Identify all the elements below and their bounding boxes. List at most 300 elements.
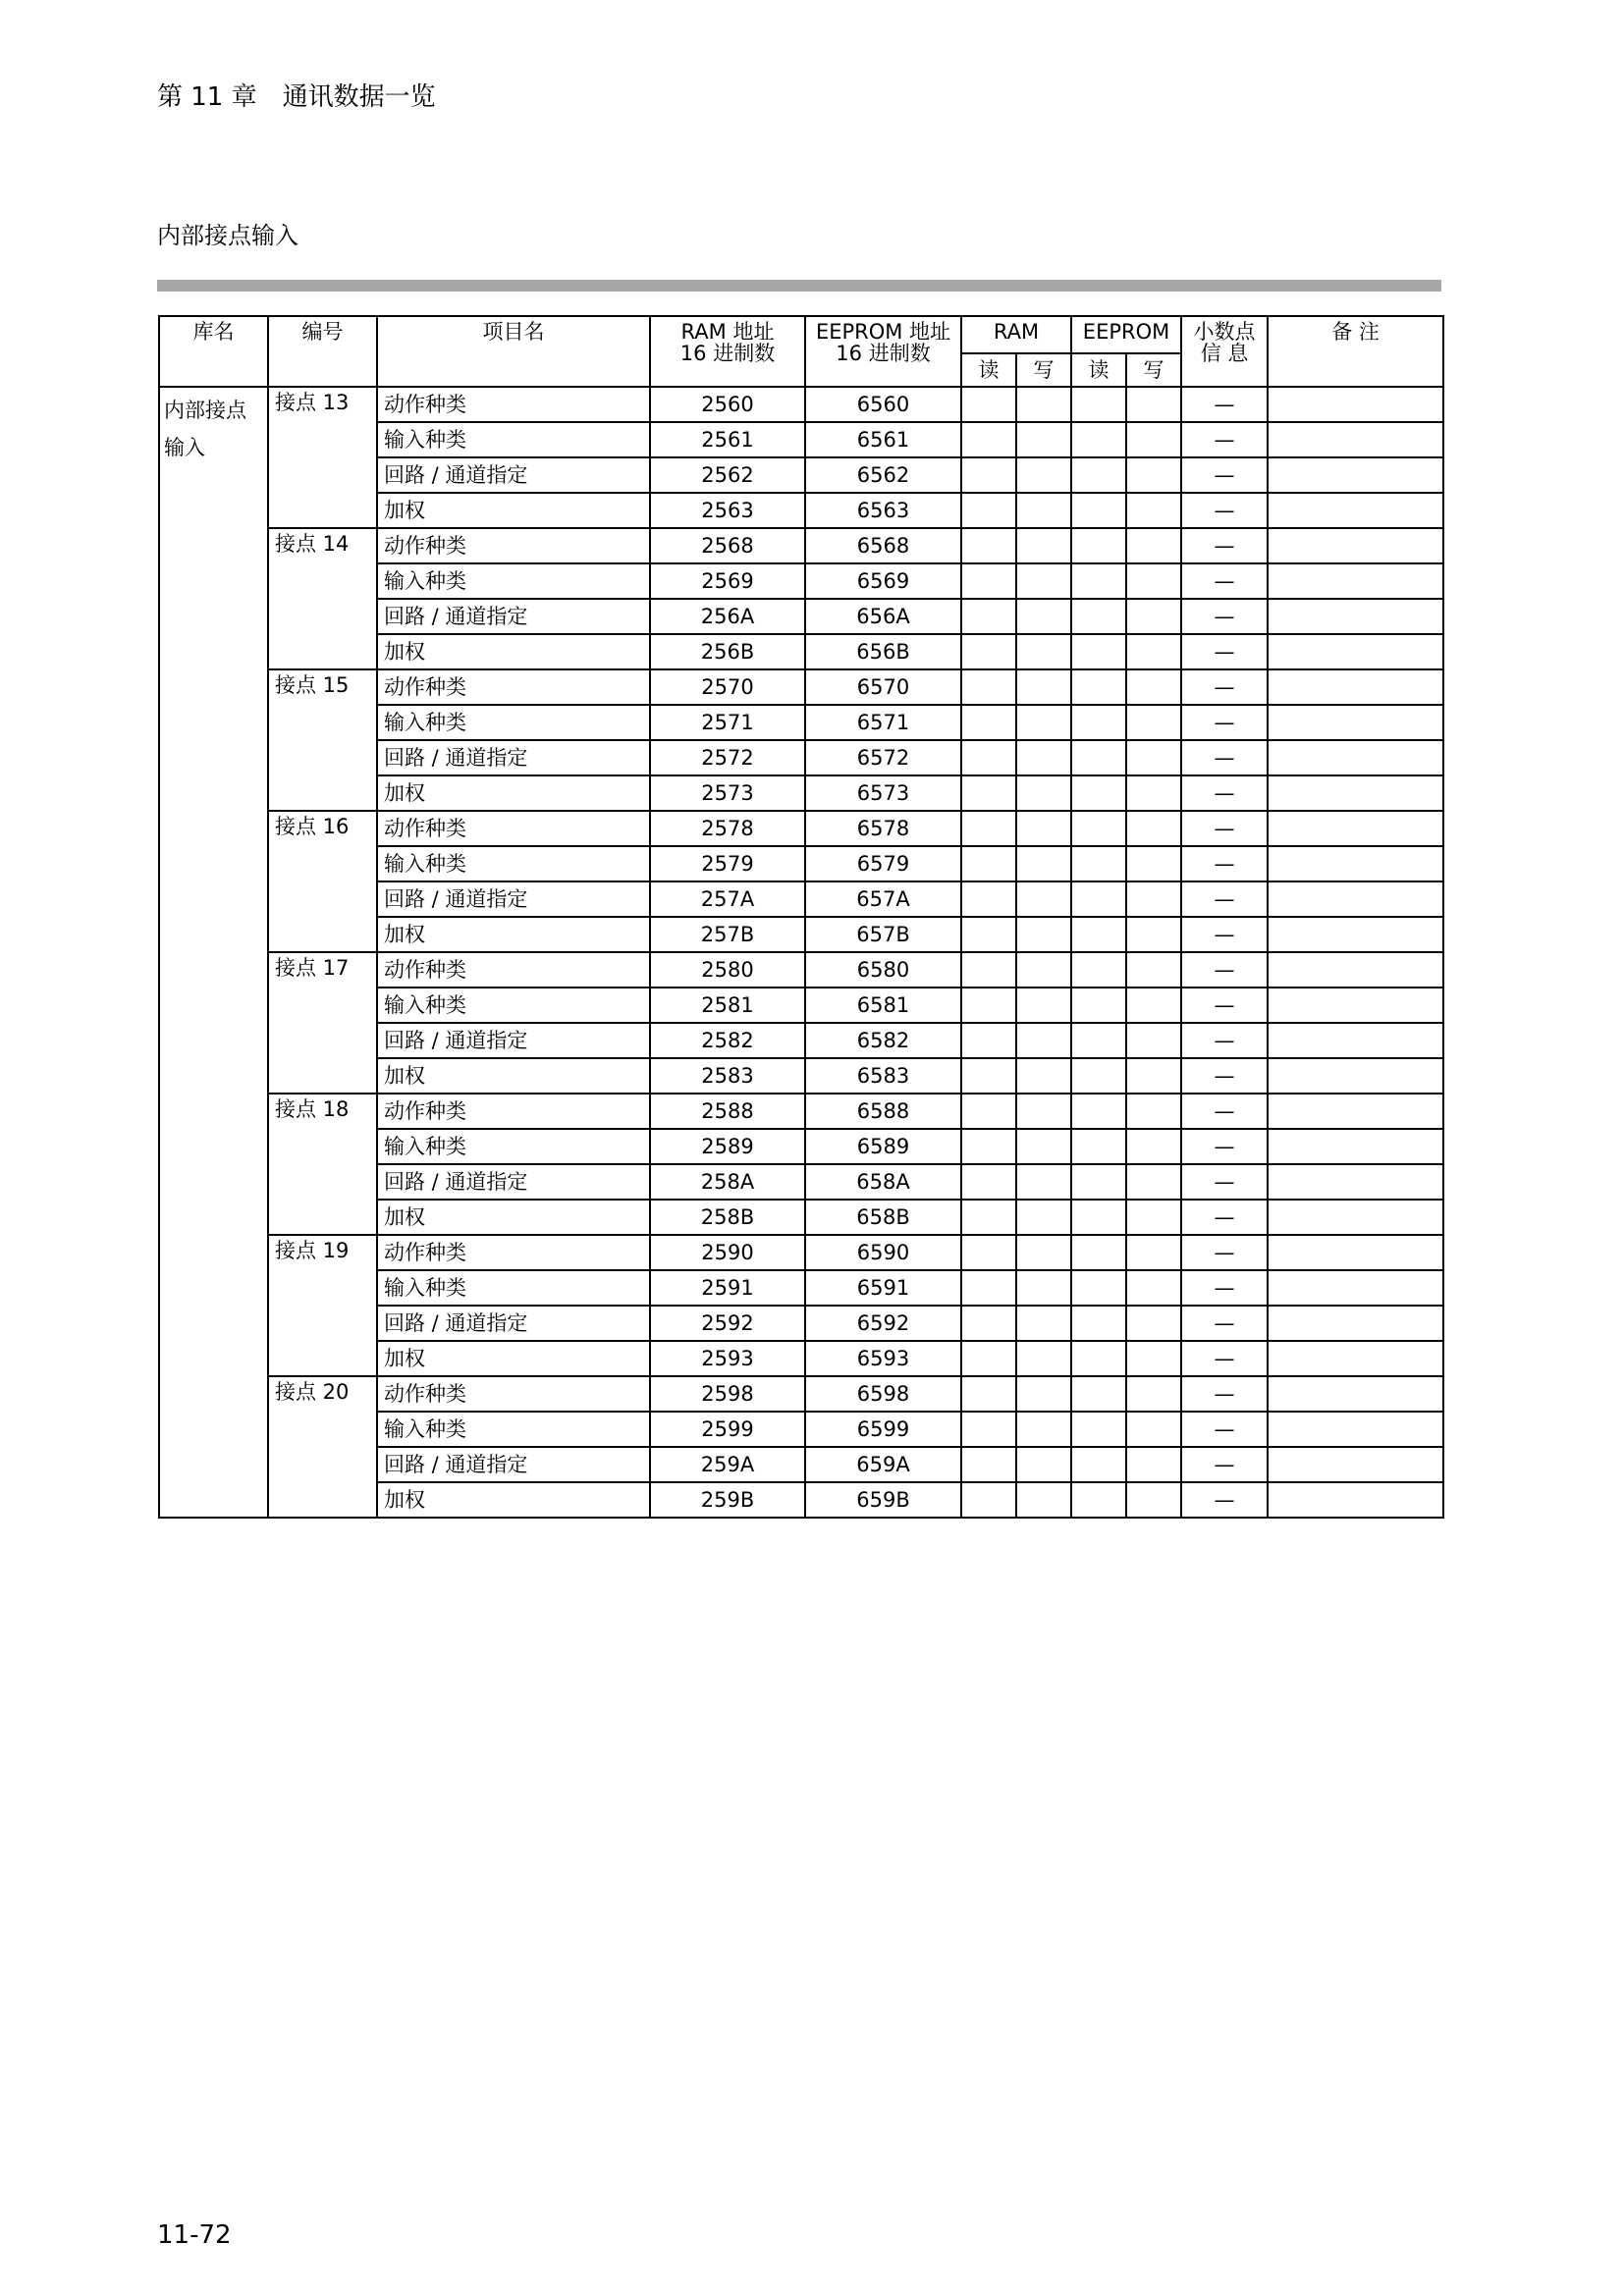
item-name-cell: 动作种类 — [377, 669, 650, 705]
decimal-info-cell: — — [1181, 1023, 1268, 1058]
eeprom-read-cell — [1071, 1270, 1126, 1306]
ram-write-cell — [1016, 599, 1071, 634]
eeprom-write-cell — [1126, 740, 1181, 775]
ram-write-cell — [1016, 1376, 1071, 1412]
eeprom-write-cell — [1126, 493, 1181, 528]
ram-write-cell — [1016, 422, 1071, 457]
header-ram-write: 写 — [1016, 353, 1071, 387]
item-name-cell: 输入种类 — [377, 1270, 650, 1306]
decimal-info-cell: — — [1181, 563, 1268, 599]
decimal-info-cell: — — [1181, 1306, 1268, 1341]
item-name-cell: 回路 / 通道指定 — [377, 1306, 650, 1341]
eeprom-address-cell: 6572 — [805, 740, 961, 775]
eeprom-read-cell — [1071, 1164, 1126, 1200]
header-decimal-info-line1: 小数点 — [1193, 320, 1256, 344]
ram-address-cell: 256B — [650, 634, 805, 669]
item-name-cell: 加权 — [377, 1058, 650, 1094]
eeprom-read-cell — [1071, 1129, 1126, 1164]
note-cell — [1268, 1023, 1443, 1058]
note-cell — [1268, 457, 1443, 493]
note-cell — [1268, 1164, 1443, 1200]
decimal-info-cell: — — [1181, 1447, 1268, 1482]
decimal-info-cell: — — [1181, 1094, 1268, 1129]
ram-read-cell — [961, 563, 1016, 599]
item-name-cell: 加权 — [377, 634, 650, 669]
eeprom-address-cell: 657B — [805, 917, 961, 952]
item-name-cell: 加权 — [377, 1200, 650, 1235]
ram-write-cell — [1016, 528, 1071, 563]
eeprom-address-cell: 658B — [805, 1200, 961, 1235]
item-name-cell: 输入种类 — [377, 705, 650, 740]
eeprom-write-cell — [1126, 1306, 1181, 1341]
ram-write-cell — [1016, 1200, 1071, 1235]
header-library — [159, 316, 268, 387]
decimal-info-cell: — — [1181, 1482, 1268, 1518]
ram-address-cell: 257B — [650, 917, 805, 952]
ram-write-cell — [1016, 563, 1071, 599]
item-name-cell: 加权 — [377, 917, 650, 952]
header-ram-address-line2: 16 进制数 — [679, 342, 776, 365]
ram-address-cell: 256A — [650, 599, 805, 634]
eeprom-read-cell — [1071, 1023, 1126, 1058]
ram-write-cell — [1016, 634, 1071, 669]
eeprom-read-cell — [1071, 1412, 1126, 1447]
table-row — [159, 387, 1443, 422]
eeprom-write-cell — [1126, 1023, 1181, 1058]
ram-write-cell — [1016, 1129, 1071, 1164]
ram-write-cell — [1016, 881, 1071, 917]
eeprom-read-cell — [1071, 1094, 1126, 1129]
eeprom-write-cell — [1126, 457, 1181, 493]
header-eeprom-address-line1: EEPROM 地址 — [815, 320, 951, 344]
ram-write-cell — [1016, 705, 1071, 740]
header-ram-address-line1: RAM 地址 — [680, 320, 775, 344]
header-number — [268, 316, 377, 387]
note-cell — [1268, 881, 1443, 917]
header-ram-address — [650, 316, 805, 387]
ram-write-cell — [1016, 1094, 1071, 1129]
ram-address-cell: 258A — [650, 1164, 805, 1200]
header-eeprom-write: 写 — [1126, 353, 1181, 387]
item-name-cell: 动作种类 — [377, 952, 650, 988]
eeprom-write-cell — [1126, 917, 1181, 952]
ram-address-cell: 2569 — [650, 563, 805, 599]
eeprom-read-cell — [1071, 634, 1126, 669]
note-cell — [1268, 563, 1443, 599]
decimal-info-cell: — — [1181, 917, 1268, 952]
eeprom-address-cell: 6573 — [805, 775, 961, 811]
ram-read-cell — [961, 1341, 1016, 1376]
eeprom-address-cell: 6569 — [805, 563, 961, 599]
header-eeprom-address-line2: 16 进制数 — [836, 342, 931, 365]
item-name-cell: 加权 — [377, 1482, 650, 1518]
table-row — [159, 952, 1443, 988]
ram-address-cell: 259A — [650, 1447, 805, 1482]
eeprom-write-cell — [1126, 599, 1181, 634]
note-cell — [1268, 1129, 1443, 1164]
header-number-label: 编号 — [301, 320, 344, 344]
contact-number-cell: 接点 19 — [268, 1235, 377, 1376]
item-name-cell: 输入种类 — [377, 988, 650, 1023]
eeprom-write-cell — [1126, 811, 1181, 846]
item-name-cell: 动作种类 — [377, 1094, 650, 1129]
decimal-info-cell: — — [1181, 1200, 1268, 1235]
header-eeprom-address — [805, 316, 961, 387]
eeprom-read-cell — [1071, 846, 1126, 881]
decimal-info-cell: — — [1181, 422, 1268, 457]
ram-read-cell — [961, 1270, 1016, 1306]
ram-write-cell — [1016, 1235, 1071, 1270]
ram-address-cell: 258B — [650, 1200, 805, 1235]
eeprom-address-cell: 656B — [805, 634, 961, 669]
note-cell — [1268, 740, 1443, 775]
decimal-info-cell: — — [1181, 952, 1268, 988]
item-name-cell: 动作种类 — [377, 528, 650, 563]
ram-address-cell: 2560 — [650, 387, 805, 422]
eeprom-address-cell: 6570 — [805, 669, 961, 705]
ram-write-cell — [1016, 457, 1071, 493]
note-cell — [1268, 1482, 1443, 1518]
header-ram — [961, 316, 1071, 353]
eeprom-read-cell — [1071, 1200, 1126, 1235]
ram-write-cell — [1016, 669, 1071, 705]
ram-write-cell — [1016, 740, 1071, 775]
contact-number-cell: 接点 14 — [268, 528, 377, 669]
decimal-info-cell: — — [1181, 740, 1268, 775]
note-cell — [1268, 1200, 1443, 1235]
item-name-cell: 加权 — [377, 775, 650, 811]
eeprom-read-cell — [1071, 1306, 1126, 1341]
decimal-info-cell: — — [1181, 881, 1268, 917]
ram-write-cell — [1016, 1447, 1071, 1482]
header-note — [1268, 316, 1443, 387]
ram-address-cell: 2570 — [650, 669, 805, 705]
eeprom-write-cell — [1126, 1164, 1181, 1200]
eeprom-address-cell: 6560 — [805, 387, 961, 422]
ram-write-cell — [1016, 1270, 1071, 1306]
ram-write-cell — [1016, 1023, 1071, 1058]
ram-read-cell — [961, 917, 1016, 952]
eeprom-write-cell — [1126, 1094, 1181, 1129]
ram-address-cell: 2588 — [650, 1094, 805, 1129]
eeprom-read-cell — [1071, 811, 1126, 846]
eeprom-address-cell: 6589 — [805, 1129, 961, 1164]
item-name-cell: 动作种类 — [377, 811, 650, 846]
ram-address-cell: 2579 — [650, 846, 805, 881]
ram-read-cell — [961, 387, 1016, 422]
table-row — [159, 1376, 1443, 1412]
eeprom-read-cell — [1071, 387, 1126, 422]
ram-read-cell — [961, 1235, 1016, 1270]
header-eeprom-label: EEPROM — [1082, 320, 1170, 344]
library-name-line2: 输入 — [164, 436, 205, 459]
ram-write-cell — [1016, 1341, 1071, 1376]
ram-read-cell — [961, 1447, 1016, 1482]
ram-read-cell — [961, 952, 1016, 988]
eeprom-write-cell — [1126, 881, 1181, 917]
eeprom-write-cell — [1126, 1129, 1181, 1164]
ram-address-cell: 2592 — [650, 1306, 805, 1341]
note-cell — [1268, 1376, 1443, 1412]
header-decimal-info — [1181, 316, 1268, 387]
ram-address-cell: 2561 — [650, 422, 805, 457]
eeprom-read-cell — [1071, 775, 1126, 811]
eeprom-write-cell — [1126, 988, 1181, 1023]
note-cell — [1268, 1058, 1443, 1094]
chapter-heading: 第 11 章 通讯数据一览 — [157, 82, 436, 112]
item-name-cell: 回路 / 通道指定 — [377, 881, 650, 917]
eeprom-address-cell: 657A — [805, 881, 961, 917]
table-body — [159, 387, 1443, 1518]
header-ram-label: RAM — [993, 320, 1040, 344]
ram-address-cell: 2563 — [650, 493, 805, 528]
eeprom-address-cell: 659B — [805, 1482, 961, 1518]
decimal-info-cell: — — [1181, 1270, 1268, 1306]
ram-address-cell: 2571 — [650, 705, 805, 740]
ram-read-cell — [961, 988, 1016, 1023]
eeprom-write-cell — [1126, 422, 1181, 457]
decimal-info-cell: — — [1181, 988, 1268, 1023]
eeprom-write-cell — [1126, 1376, 1181, 1412]
eeprom-read-cell — [1071, 1447, 1126, 1482]
ram-address-cell: 2581 — [650, 988, 805, 1023]
ram-write-cell — [1016, 846, 1071, 881]
eeprom-address-cell: 658A — [805, 1164, 961, 1200]
ram-read-cell — [961, 1023, 1016, 1058]
eeprom-address-cell: 6562 — [805, 457, 961, 493]
eeprom-write-cell — [1126, 1341, 1181, 1376]
eeprom-write-cell — [1126, 669, 1181, 705]
library-name-cell — [159, 387, 268, 1518]
ram-write-cell — [1016, 493, 1071, 528]
item-name-cell: 输入种类 — [377, 1129, 650, 1164]
eeprom-write-cell — [1126, 634, 1181, 669]
ram-read-cell — [961, 1200, 1016, 1235]
ram-read-cell — [961, 669, 1016, 705]
decimal-info-cell: — — [1181, 1164, 1268, 1200]
note-cell — [1268, 1270, 1443, 1306]
eeprom-address-cell: 6561 — [805, 422, 961, 457]
item-name-cell: 输入种类 — [377, 422, 650, 457]
note-cell — [1268, 528, 1443, 563]
table-row — [159, 811, 1443, 846]
note-cell — [1268, 634, 1443, 669]
eeprom-read-cell — [1071, 563, 1126, 599]
eeprom-write-cell — [1126, 1200, 1181, 1235]
ram-address-cell: 257A — [650, 881, 805, 917]
item-name-cell: 回路 / 通道指定 — [377, 1164, 650, 1200]
decimal-info-cell: — — [1181, 775, 1268, 811]
note-cell — [1268, 422, 1443, 457]
item-name-cell: 动作种类 — [377, 1376, 650, 1412]
ram-address-cell: 2589 — [650, 1129, 805, 1164]
eeprom-read-cell — [1071, 1482, 1126, 1518]
contact-number-cell: 接点 16 — [268, 811, 377, 952]
ram-address-cell: 259B — [650, 1482, 805, 1518]
eeprom-read-cell — [1071, 1235, 1126, 1270]
decimal-info-cell: — — [1181, 811, 1268, 846]
eeprom-address-cell: 6592 — [805, 1306, 961, 1341]
decimal-info-cell: — — [1181, 493, 1268, 528]
eeprom-read-cell — [1071, 917, 1126, 952]
header-note-label: 备 注 — [1331, 320, 1380, 344]
ram-read-cell — [961, 634, 1016, 669]
eeprom-write-cell — [1126, 1412, 1181, 1447]
item-name-cell: 输入种类 — [377, 563, 650, 599]
eeprom-address-cell: 6580 — [805, 952, 961, 988]
ram-write-cell — [1016, 917, 1071, 952]
eeprom-address-cell: 6578 — [805, 811, 961, 846]
contact-number-cell: 接点 15 — [268, 669, 377, 811]
table-row — [159, 528, 1443, 563]
note-cell — [1268, 705, 1443, 740]
header-library-label: 库名 — [192, 320, 235, 344]
eeprom-read-cell — [1071, 422, 1126, 457]
ram-write-cell — [1016, 1306, 1071, 1341]
note-cell — [1268, 1412, 1443, 1447]
ram-write-cell — [1016, 387, 1071, 422]
ram-read-cell — [961, 1164, 1016, 1200]
decimal-info-cell: — — [1181, 457, 1268, 493]
note-cell — [1268, 988, 1443, 1023]
decimal-info-cell: — — [1181, 1058, 1268, 1094]
contact-number-cell: 接点 20 — [268, 1376, 377, 1518]
note-cell — [1268, 599, 1443, 634]
contact-number-cell: 接点 18 — [268, 1094, 377, 1235]
section-divider — [157, 280, 1441, 292]
header-item-label: 项目名 — [482, 320, 545, 344]
item-name-cell: 动作种类 — [377, 1235, 650, 1270]
item-name-cell: 回路 / 通道指定 — [377, 599, 650, 634]
contact-number-cell: 接点 13 — [268, 387, 377, 528]
item-name-cell: 加权 — [377, 493, 650, 528]
eeprom-address-cell: 6563 — [805, 493, 961, 528]
eeprom-address-cell: 6582 — [805, 1023, 961, 1058]
eeprom-address-cell: 6598 — [805, 1376, 961, 1412]
item-name-cell: 回路 / 通道指定 — [377, 457, 650, 493]
eeprom-address-cell: 6581 — [805, 988, 961, 1023]
header-eeprom — [1071, 316, 1181, 353]
ram-read-cell — [961, 422, 1016, 457]
ram-read-cell — [961, 1412, 1016, 1447]
eeprom-write-cell — [1126, 705, 1181, 740]
eeprom-write-cell — [1126, 387, 1181, 422]
item-name-cell: 回路 / 通道指定 — [377, 1023, 650, 1058]
ram-read-cell — [961, 1129, 1016, 1164]
item-name-cell: 回路 / 通道指定 — [377, 740, 650, 775]
ram-write-cell — [1016, 988, 1071, 1023]
library-name-line1: 内部接点 — [164, 399, 246, 422]
contact-number-cell: 接点 17 — [268, 952, 377, 1094]
eeprom-address-cell: 6591 — [805, 1270, 961, 1306]
eeprom-read-cell — [1071, 988, 1126, 1023]
ram-address-cell: 2573 — [650, 775, 805, 811]
decimal-info-cell: — — [1181, 599, 1268, 634]
eeprom-read-cell — [1071, 1058, 1126, 1094]
eeprom-address-cell: 6588 — [805, 1094, 961, 1129]
decimal-info-cell: — — [1181, 705, 1268, 740]
ram-read-cell — [961, 1482, 1016, 1518]
decimal-info-cell: — — [1181, 846, 1268, 881]
ram-read-cell — [961, 528, 1016, 563]
note-cell — [1268, 811, 1443, 846]
ram-write-cell — [1016, 811, 1071, 846]
decimal-info-cell: — — [1181, 1341, 1268, 1376]
ram-address-cell: 2593 — [650, 1341, 805, 1376]
eeprom-read-cell — [1071, 952, 1126, 988]
ram-write-cell — [1016, 775, 1071, 811]
eeprom-address-cell: 6571 — [805, 705, 961, 740]
table-row — [159, 1094, 1443, 1129]
item-name-cell: 动作种类 — [377, 387, 650, 422]
decimal-info-cell: — — [1181, 1129, 1268, 1164]
ram-read-cell — [961, 881, 1016, 917]
note-cell — [1268, 493, 1443, 528]
eeprom-address-cell: 656A — [805, 599, 961, 634]
ram-address-cell: 2578 — [650, 811, 805, 846]
decimal-info-cell: — — [1181, 669, 1268, 705]
item-name-cell: 加权 — [377, 1341, 650, 1376]
eeprom-address-cell: 6590 — [805, 1235, 961, 1270]
ram-read-cell — [961, 1094, 1016, 1129]
ram-write-cell — [1016, 1412, 1071, 1447]
eeprom-write-cell — [1126, 775, 1181, 811]
ram-read-cell — [961, 740, 1016, 775]
note-cell — [1268, 1447, 1443, 1482]
eeprom-address-cell: 6568 — [805, 528, 961, 563]
eeprom-address-cell: 6583 — [805, 1058, 961, 1094]
eeprom-write-cell — [1126, 1447, 1181, 1482]
ram-address-cell: 2562 — [650, 457, 805, 493]
eeprom-read-cell — [1071, 528, 1126, 563]
ram-write-cell — [1016, 1058, 1071, 1094]
note-cell — [1268, 775, 1443, 811]
ram-write-cell — [1016, 1482, 1071, 1518]
ram-read-cell — [961, 493, 1016, 528]
note-cell — [1268, 1341, 1443, 1376]
note-cell — [1268, 387, 1443, 422]
eeprom-write-cell — [1126, 846, 1181, 881]
eeprom-write-cell — [1126, 528, 1181, 563]
ram-write-cell — [1016, 1164, 1071, 1200]
ram-address-cell: 2591 — [650, 1270, 805, 1306]
eeprom-address-cell: 6593 — [805, 1341, 961, 1376]
communication-data-table — [158, 315, 1444, 1519]
decimal-info-cell: — — [1181, 634, 1268, 669]
ram-read-cell — [961, 846, 1016, 881]
eeprom-read-cell — [1071, 493, 1126, 528]
eeprom-write-cell — [1126, 563, 1181, 599]
table-row — [159, 1235, 1443, 1270]
eeprom-read-cell — [1071, 457, 1126, 493]
note-cell — [1268, 917, 1443, 952]
item-name-cell: 回路 / 通道指定 — [377, 1447, 650, 1482]
page-number: 11-72 — [157, 2220, 232, 2250]
ram-address-cell: 2583 — [650, 1058, 805, 1094]
note-cell — [1268, 1094, 1443, 1129]
header-ram-read: 读 — [961, 353, 1016, 387]
header-eeprom-read: 读 — [1071, 353, 1126, 387]
ram-read-cell — [961, 457, 1016, 493]
eeprom-write-cell — [1126, 1235, 1181, 1270]
eeprom-address-cell: 6599 — [805, 1412, 961, 1447]
eeprom-read-cell — [1071, 740, 1126, 775]
ram-read-cell — [961, 599, 1016, 634]
eeprom-read-cell — [1071, 1376, 1126, 1412]
eeprom-read-cell — [1071, 599, 1126, 634]
eeprom-write-cell — [1126, 952, 1181, 988]
decimal-info-cell: — — [1181, 1412, 1268, 1447]
